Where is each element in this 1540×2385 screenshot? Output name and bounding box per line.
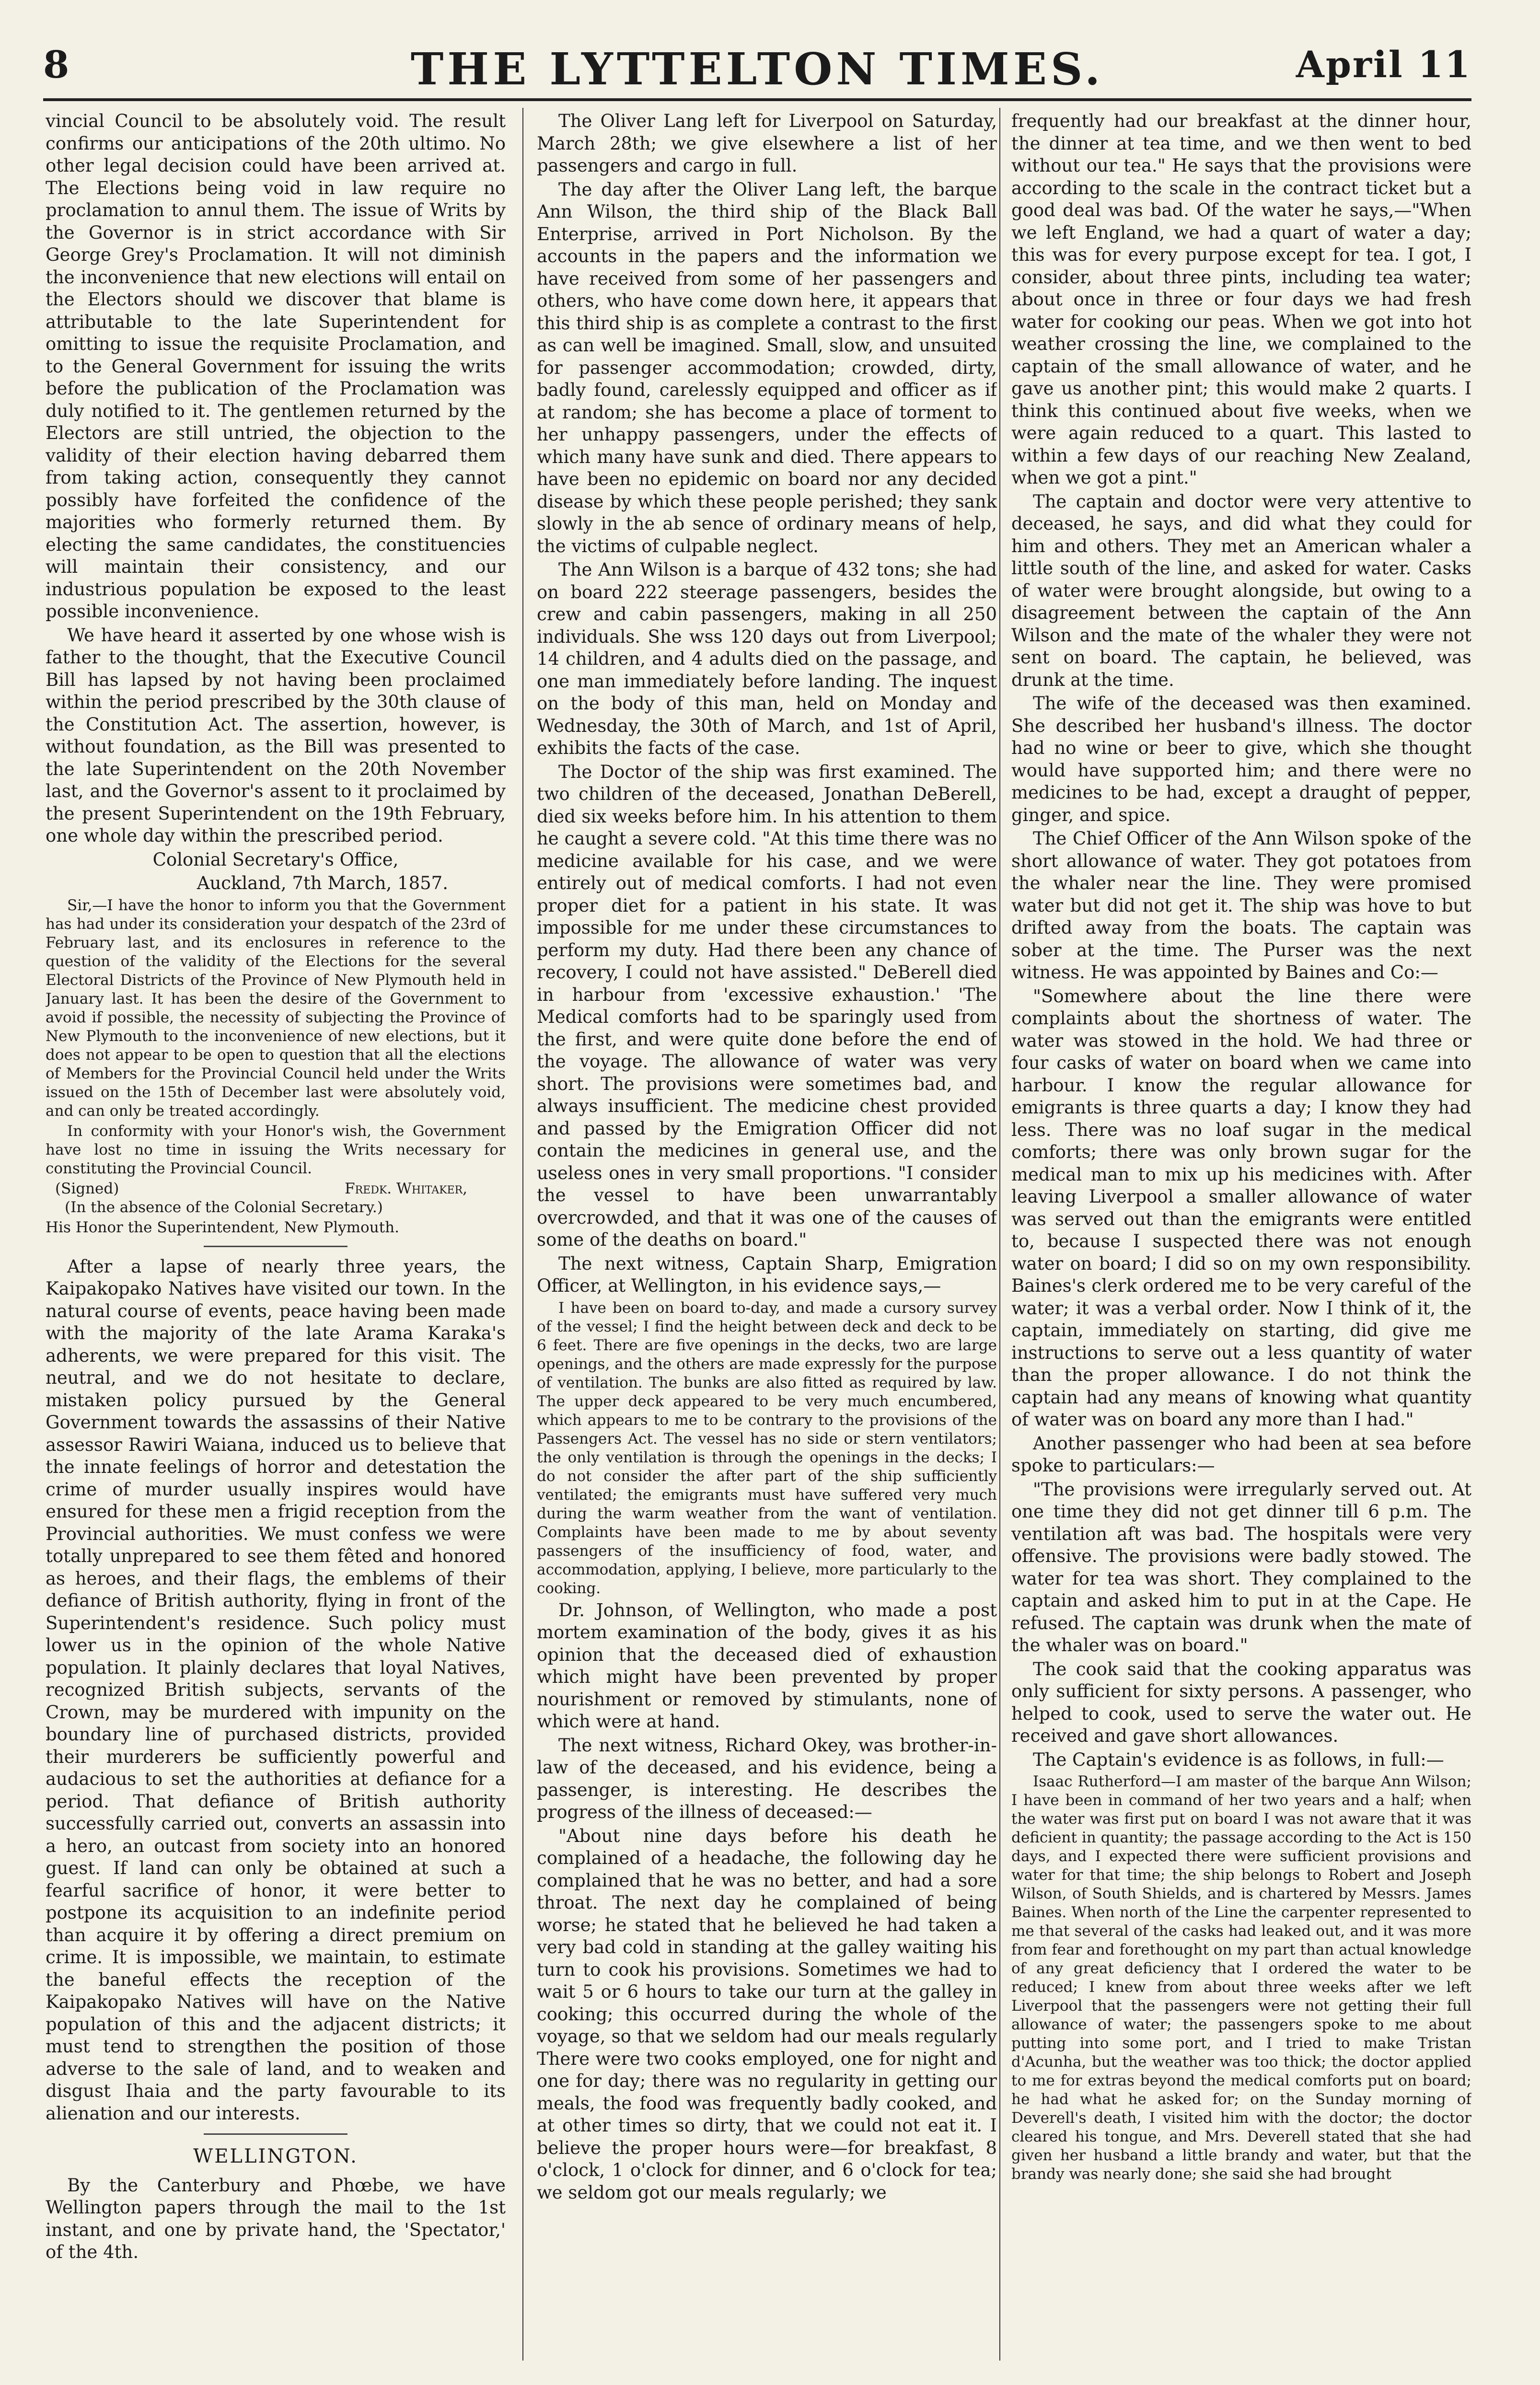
paragraph: frequently had our breakfast at the dinner hour, the dinner at tea time, and we then went to bed without our tea." He says that the provisions were according to the scale in the contract ticket but a good deal was bad. Of the water he says,—"When we left England, we had a quart of water a day; this was for every purpose except for tea. I got, I consider, about three pints, including tea water; about once in three or four days we had fresh water for cooking our peas. When we got into hot weather crossing the line, we complained to the captain of the small allowance of water, and he gave us another pint; this would make 2 quarts. I think this continued about five weeks, when we were again reduced to a quart. This lasted to within a few days of our reaching New Zealand, when we got a pint."	[1011, 111, 1471, 488]
signature-note: (In the absence of the Colonial Secretary.)	[65, 1198, 383, 1216]
letter-body: Sir,—I have the honor to inform you that the Government has had under its consideration your despatch of the 23rd of February last, and its enclosures in reference to the question of the validity of the Elections for the several Electoral Districts of the Province of New Plymouth held in January last. It has been the desire of the Government to avoid if possible, the necessity of subjecting the Province of New Plymouth to the inconvenience of new elections, but it does not appear to be open to question that all the elections of Members for the Provincial Council held under the Writs issued on the 15th of December last were absolutely void, and can only be treated accordingly.	[46, 896, 506, 1120]
letter-office: Colonial Secretary's Office,	[152, 849, 399, 870]
paragraph: Dr. Johnson, of Wellington, who made a post mortem examination of the body, gives it as his opinion that the deceased died of exhaustion which might have been prevented by proper nourishment or removed by stimulants, none of which were at hand.	[537, 1599, 997, 1732]
signed-label: (Signed)	[55, 1180, 119, 1197]
signer-name: Fredk. Whitaker,	[345, 1180, 467, 1197]
paragraph: The day after the Oliver Lang left, the barque Ann Wilson, the third ship of the Black Ball Enterprise, arrived in Port Nicholson. By the accounts in the papers and the information we have received from some of her passengers and others, who have come down here, it appears that this third ship is as complete a contrast to the first as can well be imagined. Small, slow, and unsuited for passenger accommodation; crowded, dirty, badly found, carelessly equipped and officer as if at random; she has become a place of torment to her unhappy passengers, under the effects of which many have sunk and died. There appears to have been no epidemic on board nor any decided disease by which these people perished; they sank slowly in the ab sence of ordinary means of help, the victims of culpable neglect.	[537, 179, 997, 556]
column-2	[537, 110, 997, 2363]
section-heading: WELLINGTON.	[193, 2145, 358, 2167]
paragraph: The Oliver Lang left for Liverpool on Saturday, March 28th; we give elsewhere a list of her passengers and cargo in full.	[537, 111, 997, 176]
column-divider	[999, 108, 1000, 2361]
section-break	[204, 2133, 347, 2135]
paragraph: The Chief Officer of the Ann Wilson spoke of the short allowance of water. They got potatoes from the whaler near the line. They were promised water but did not get it. The ship was hove to but drifted away from the boats. The captain was sober at the time. The Purser was the next witness. He was appointed by Baines and Co:—	[1011, 828, 1471, 983]
column-divider	[522, 108, 523, 2361]
paragraph: The cook said that the cooking apparatus was only sufficient for sixty persons. A passenger, who helped to cook, used to serve the water out. He received and gave short allowances.	[1011, 1658, 1471, 1746]
paragraph: "About nine days before his death he complained of a headache, the following day he complained that he was no better, and had a sore throat. The next day he complained of being worse; he stated that he believed he had taken a very bad cold in standing at the galley waiting his turn to cook his provisions. Sometimes we had to wait 5 or 6 hours to take our turn at the galley in cooking; this occurred during the whole of the voyage, so that we seldom had our meals regularly There were two cooks employed, one for night and one for day; there was no regularity in getting our meals, the food was frequently badly cooked, and at other times so dirty, that we could not eat it. I believe the proper hours were—for breakfast, 8 o'clock, 1 o'clock for dinner, and 6 o'clock for tea; we seldom got our meals regularly; we	[537, 1825, 997, 2203]
issue-date: April 11	[1296, 43, 1471, 86]
header-rule	[43, 98, 1471, 101]
paragraph: The Captain's evidence is as follows, in full:—	[1033, 1749, 1444, 1770]
newspaper-title: THE LYTTELTON TIMES.	[410, 43, 1104, 95]
paragraph: The Ann Wilson is a barque of 432 tons; she had on board 222 steerage passengers, besides the crew and cabin passengers, making in all 250 individuals. She wss 120 days out from Liverpool; 14 children, and 4 adults died on the passage, and one man immediately before landing. The inquest on the body of this man, held on Monday and Wednesday, the 30th of March, and 1st of April, exhibits the facts of the case.	[537, 559, 997, 758]
column-3	[1011, 110, 1471, 2363]
paragraph: After a lapse of nearly three years, the Kaipakopako Natives have visited our town. In the natural course of events, peace having been made with the majority of the late Arama Karaka's adherents, we were prepared for this visit. The neutral, and we do not hesitate to declare, mistaken policy pursued by the General Government towards the assassins of their Native assessor Rawiri Waiana, induced us to believe that the innate feelings of horror and detestation the crime of murder usually inspires would have ensured for these men a frigid reception from the Provincial authorities. We must confess we were totally unprepared to see them fêted and honored as heroes, and their flags, the emblems of their defiance of British authority, flying in front of the Superintendent's residence. Such policy must lower us in the opinion of the whole Native population. It plainly declares that loyal Natives, recognized British subjects, servants of the Crown, may be murdered with impunity on the boundary line of purchased districts, provided their murderers be sufficiently powerful and audacious to set the authorities at defiance for a period. That defiance of British authority successfully carried out, converts an assassin into a hero, an outcast from society into an honored guest. If land can only be obtained at such a fearful sacrifice of honor, it were better to postpone its acquisition to an indefinite period than acquire it by offering a direct premium on crime. It is impossible, we maintain, to estimate the baneful effects the reception of the Kaipakopako Natives will have on the Native population of this and the adjacent districts; it must tend to strengthen the position of those adverse to the sale of land, and to weaken and disgust Ihaia and the party favourable to its alienation and our interests.	[46, 1256, 506, 2124]
paragraph: The captain and doctor were very attentive to deceased, he says, and did what they could for him and others. They met an American whaler a little south of the line, and asked for water. Casks of water were brought alongside, but owing to a disagreement between the captain of the Ann Wilson and the mate of the whaler they were not sent on board. The captain, he believed, was drunk at the time.	[1011, 491, 1471, 690]
paragraph: "Somewhere about the line there were complaints about the shortness of water. The water was stowed in the hold. We had three or four casks of water on board when we came into harbour. I know the regular allowance for emigrants is three quarts a day; I know they had less. There was no loaf sugar in the medical comforts; there was only brown sugar for the medical man to mix up his medicines with. After leaving Liverpool a smaller allowance of water was served out than the emigrants were entitled to, because I suspected there was not enough water on board; I did so on my own responsibility. Baines's clerk ordered me to be very careful of the water; it was a verbal order. Now I think of it, the captain, immediately on starting, did give me instructions to serve out a less quantity of water than the proper allowance. I do not think the captain had any means of knowing what quantity of water was on board any more than I had."	[1011, 985, 1471, 1430]
quoted-evidence: Isaac Rutherford—I am master of the barque Ann Wilson; I have been in command of her two years and a half; when the water was first put on board I was not aware that it was deficient in quantity; the passage according to the Act is 150 days, and I expected there were sufficient provisions and water for that time; the ship belongs to Robert and Joseph Wilson, of South Shields, and is chartered by Messrs. James Baines. When north of the Line the carpenter represented to me that several of the casks had leaked out, and it was more from fear and forethought on my part than actual knowledge of any great deficiency that I ordered the water to be reduced; I knew from about three weeks after we left Liverpool that the passengers were not getting their full allowance of water; the passengers spoke to me about putting into some port, and I tried to make Tristan d'Acunha, but the weather was too thick; the doctor applied to me for extras beyond the medical comforts put on board; he had what he asked for; on the Sunday morning of Deverell's death, I visited him with the doctor; the doctor cleared his tongue, and Mrs. Deverell stated that she had given her husband a little brandy and water, but that the brandy was nearly done; she said she had brought	[1011, 1773, 1471, 2183]
paragraph: The Doctor of the ship was first examined. The two children of the deceased, Jonathan DeBerell, died six weeks before him. In his attention to them he caught a severe cold. "At this time there was no medicine available for his case, and we were entirely out of medical comforts. I had not even proper diet for a patient in his state. It was impossible for me under these circumstances to perform my duty. Had there been any chance of recovery, I could not have assisted." DeBerell died in harbour from 'excessive exhaustion.' 'The Medical comforts had to be sparingly used from the first, and were quite done before the end of the voyage. The allowance of water was very short. The provisions were sometimes bad, and always insufficient. The medicine chest provided and passed by the Emigration Officer did not contain the medicines in general use, and the useless ones in very small proportions. "I consider the vessel to have been unwarrantably overcrowded, and that it was one of the causes of some of the deaths on board."	[537, 761, 997, 1250]
paragraph: The wife of the deceased was then examined. She described her husband's illness. The doctor had no wine or beer to give, which she thought would have supported him; and there were no medicines to be had, except a draught of pepper, ginger, and spice.	[1011, 693, 1471, 825]
letter-body: In conformity with your Honor's wish, the Government have lost no time in issuing the Writs necessary for constituting the Provincial Council.	[46, 1122, 506, 1177]
paragraph: The next witness, Richard Okey, was brother-in-law of the deceased, and his evidence, being a passenger, is interesting. He describes the progress of the illness of deceased:—	[537, 1735, 997, 1822]
paragraph: Another passenger who had been at sea before spoke to particulars:—	[1011, 1433, 1471, 1476]
quoted-evidence: I have been on board to-day, and made a cursory survey of the vessel; I find the height between deck and deck to be 6 feet. There are five openings in the decks, two are large openings, and the others are made expressly for the purpose of ventilation. The bunks are also fitted as required by law. The upper deck appeared to be very much encumbered, which appears to me to be contrary to the provisions of the Passengers Act. The vessel has no side or stern ventilators; the only ventilation is through the openings in the decks; I do not consider the after part of the ship sufficiently ventilated; the emigrants must have suffered very much during the warm weather from the want of ventilation. Complaints have been made to me by about seventy passengers of the insufficiency of food, water, and accommodation, applying, I believe, more particularly to the cooking.	[537, 1299, 997, 1597]
section-break	[204, 1246, 347, 1247]
letter-date: Auckland, 7th March, 1857.	[197, 873, 448, 893]
column-1	[46, 110, 506, 2363]
paragraph: By the Canterbury and Phœbe, we have Wellington papers through the mail to the 1st instant, and one by private hand, the 'Spectator,' of the 4th.	[46, 2175, 506, 2262]
letter-addressee: His Honor the Superintendent, New Plymouth.	[46, 1218, 399, 1236]
paragraph: vincial Council to be absolutely void. The result confirms our anticipations of the 20th ultimo. No other legal decision could have been arrived at. The Elections being void in law require no proclamation to annul them. The issue of Writs by the Governor is in strict accordance with Sir George Grey's Proclamation. It will not diminish the inconvenience that new elections will entail on the Electors should we discover that blame is attributable to the late Superintendent for omitting to issue the requisite Proclamation, and to the General Government for issuing the writs before the publication of the Proclamation was duly notified to it. The gentlemen returned by the Electors are still untried, the objection to the validity of their election having debarred them from taking action, consequently they cannot possibly have forfeited the confidence of the majorities who formerly returned them. By electing the same candidates, the constituencies will maintain their consistency, and our industrious population be exposed to the least possible inconvenience.	[46, 111, 506, 622]
paragraph: The next witness, Captain Sharp, Emigration Officer, at Wellington, in his evidence says,—	[537, 1253, 997, 1296]
paragraph: We have heard it asserted by one whose wish is father to the thought, that the Executive Council Bill has lapsed by not having been proclaimed within the period prescribed by the 30th clause of the Constitution Act. The assertion, however, is without foundation, as the Bill was presented to the late Superintendent on the 20th November last, and the Governor's assent to it proclaimed by the present Superintendent on the 19th February, one whole day within the prescribed period.	[46, 625, 506, 846]
letter-signature	[46, 1180, 506, 1198]
masthead	[43, 43, 1471, 96]
paragraph: "The provisions were irregularly served out. At one time they did not get dinner till 6 p.m. The ventilation aft was bad. The hospitals were very offensive. The provisions were badly stowed. The water for tea was short. They complained to the captain and asked him to put in at the Cape. He refused. The captain was drunk when the mate of the whaler was on board."	[1011, 1479, 1471, 1656]
page-number: 8	[43, 43, 69, 87]
